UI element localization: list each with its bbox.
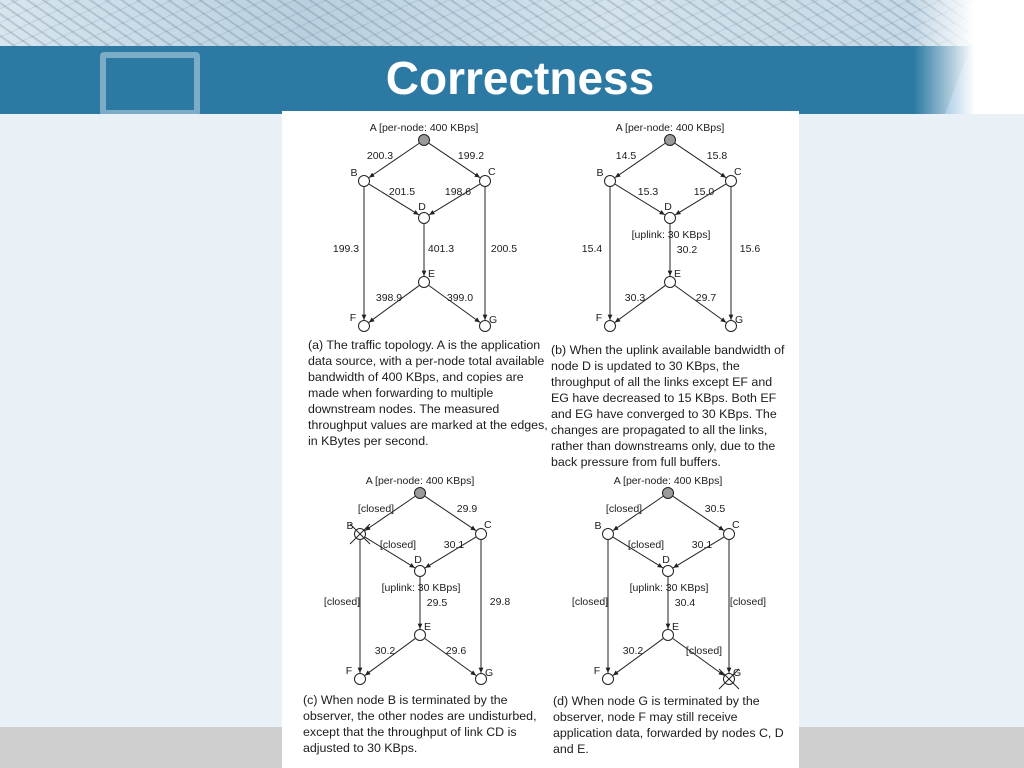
edge-label-bf: [closed] xyxy=(571,596,609,608)
node-b xyxy=(605,176,616,187)
edge-label-ef: 398.9 xyxy=(375,292,403,304)
node-b xyxy=(603,529,614,540)
edge-label-ab: [closed] xyxy=(605,503,643,515)
source-label: A [per-node: 400 KBps] xyxy=(369,122,479,134)
node-label-c: C xyxy=(734,166,742,178)
edge-label-cg: 200.5 xyxy=(490,243,518,255)
edge-label-cg: 29.8 xyxy=(489,596,511,608)
slide-title: Correctness xyxy=(385,52,655,104)
edge-note-de: [uplink: 30 KBps] xyxy=(631,229,711,241)
node-label-e: E xyxy=(674,268,682,280)
edge-label-bd: 201.5 xyxy=(388,186,416,198)
caption-b: (b) When the uplink available bandwidth of node D is updated to 30 KBps, the throughput of all the links except EF and EG have decreased to 15 KBps. Both EF and EG have converged to 30 KBps. The changes are propagated to all the links, rather than downstreams only, due to the back pressure from full buffers. xyxy=(551,343,785,469)
node-f xyxy=(603,674,614,685)
edge-label-ef: 30.2 xyxy=(622,645,644,657)
node-label-g: G xyxy=(733,667,742,679)
node-label-c: C xyxy=(488,166,496,178)
node-label-e: E xyxy=(424,621,432,633)
caption-c: (c) When node B is terminated by the observer, the other nodes are undisturbed, except that the throughput of link CD is adjusted to 30 KBps. xyxy=(303,693,537,755)
node-d xyxy=(419,213,430,224)
edge-label-cd: 198.6 xyxy=(444,186,472,198)
caption-a: (a) The traffic topology. A is the application data source, with a per-node total available bandwidth of 400 KBps, and copies are made when forwarding to multiple downstream nodes. The measured throughput values are marked at the edges, in KBytes per second. xyxy=(308,338,548,448)
figure-panel xyxy=(282,111,799,768)
node-d xyxy=(665,213,676,224)
node-a xyxy=(415,488,426,499)
edge-label-eg: 399.0 xyxy=(446,292,474,304)
edge-label-de: 30.2 xyxy=(676,244,698,256)
diagram-d xyxy=(572,475,766,689)
edge-label-de: 29.5 xyxy=(426,597,448,609)
node-label-b: B xyxy=(596,167,604,179)
node-label-b: B xyxy=(346,520,354,532)
caption-d: (d) When node G is terminated by the observer, node F may still receive application data, forwarded by nodes C, D and E. xyxy=(553,694,784,756)
edge-label-cd: 15.0 xyxy=(693,186,715,198)
edge-label-bd: [closed] xyxy=(627,539,665,551)
node-f xyxy=(605,321,616,332)
node-label-f: F xyxy=(595,312,603,324)
node-label-d: D xyxy=(664,201,672,213)
node-label-g: G xyxy=(735,314,744,326)
edge-label-eg: 29.6 xyxy=(445,645,467,657)
edge-label-ef: 30.3 xyxy=(624,292,646,304)
node-label-d: D xyxy=(662,554,670,566)
node-label-g: G xyxy=(485,667,494,679)
node-label-b: B xyxy=(350,167,358,179)
edge-label-ac: 199.2 xyxy=(457,150,485,162)
edge-label-ab: 14.5 xyxy=(615,150,637,162)
edge-note-de: [uplink: 30 KBps] xyxy=(629,582,709,594)
edge-label-bf: [closed] xyxy=(323,596,361,608)
node-a xyxy=(663,488,674,499)
edge-label-ab: [closed] xyxy=(357,503,395,515)
diagram-c xyxy=(324,475,510,685)
node-label-g: G xyxy=(489,314,498,326)
edge-label-cg: 15.6 xyxy=(739,243,761,255)
node-f xyxy=(359,321,370,332)
node-a xyxy=(419,135,430,146)
edge-label-de: 401.3 xyxy=(427,243,455,255)
edge-label-ab: 200.3 xyxy=(366,150,394,162)
diagram-a xyxy=(333,122,517,332)
node-label-c: C xyxy=(732,519,740,531)
edge-label-ac: 29.9 xyxy=(456,503,478,515)
node-d xyxy=(663,566,674,577)
node-label-d: D xyxy=(418,201,426,213)
edge-note-de: [uplink: 30 KBps] xyxy=(381,582,461,594)
node-label-c: C xyxy=(484,519,492,531)
source-label: A [per-node: 400 KBps] xyxy=(365,475,475,487)
edge-label-eg: 29.7 xyxy=(695,292,717,304)
edge-label-cd: 30.1 xyxy=(691,539,713,551)
edge-label-bd: 15.3 xyxy=(637,186,659,198)
source-label: A [per-node: 400 KBps] xyxy=(615,122,725,134)
node-f xyxy=(355,674,366,685)
edge-label-cg: [closed] xyxy=(729,596,767,608)
edge-label-de: 30.4 xyxy=(674,597,696,609)
node-label-b: B xyxy=(594,520,602,532)
header-banner xyxy=(0,0,1024,114)
node-label-e: E xyxy=(428,268,436,280)
node-d xyxy=(415,566,426,577)
world-map-background xyxy=(0,0,1024,48)
edge-label-ac: 15.8 xyxy=(706,150,728,162)
node-label-d: D xyxy=(414,554,422,566)
node-label-f: F xyxy=(345,665,353,677)
edge-label-bd: [closed] xyxy=(379,539,417,551)
edge-label-bf: 199.3 xyxy=(332,243,360,255)
node-label-f: F xyxy=(593,665,601,677)
node-label-f: F xyxy=(349,312,357,324)
edge-label-ef: 30.2 xyxy=(374,645,396,657)
source-label: A [per-node: 400 KBps] xyxy=(613,475,723,487)
diagram-b xyxy=(582,122,761,332)
node-b xyxy=(359,176,370,187)
edge-label-eg: [closed] xyxy=(685,645,723,657)
edge-label-cd: 30.1 xyxy=(443,539,465,551)
edge-label-bf: 15.4 xyxy=(581,243,603,255)
edge-label-ac: 30.5 xyxy=(704,503,726,515)
node-label-e: E xyxy=(672,621,680,633)
node-a xyxy=(665,135,676,146)
